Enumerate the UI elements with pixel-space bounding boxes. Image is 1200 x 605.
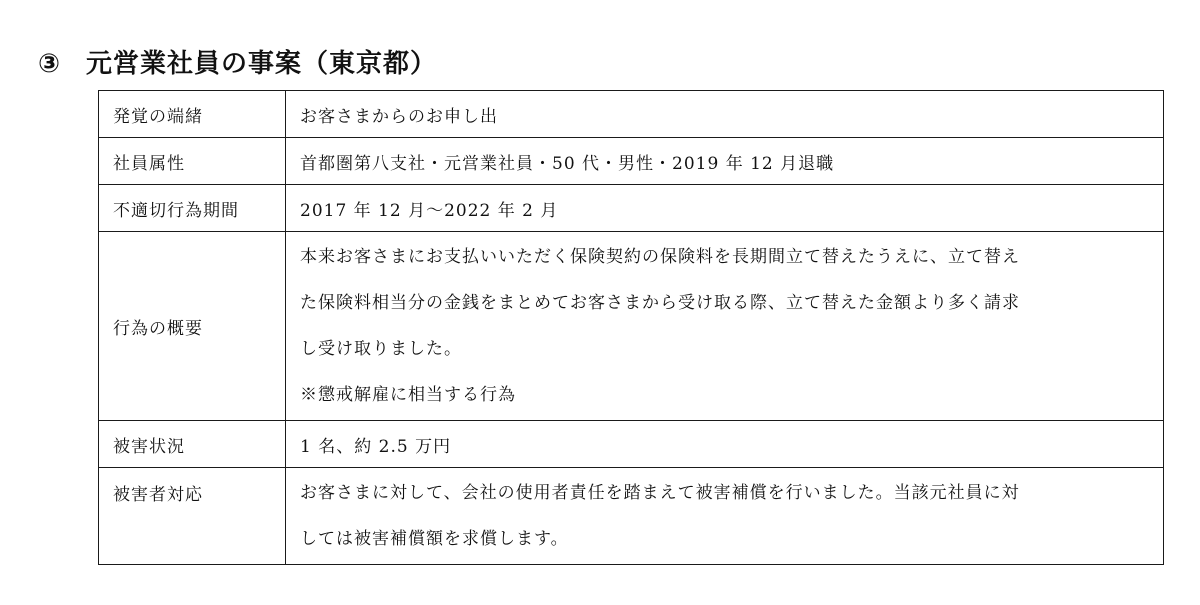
section-number: ③ [38, 49, 62, 79]
row-value-damage: 1 名、約 2.5 万円 [286, 421, 1164, 468]
row-value-victim-response [286, 468, 1164, 565]
row-value-employee-attributes: 首都圏第八支社・元営業社員・50 代・男性・2019 年 12 月退職 [286, 138, 1164, 185]
row-value-period: 2017 年 12 月～2022 年 2 月 [286, 185, 1164, 232]
row-label-discovery: 発覚の端緒 [99, 91, 286, 138]
row-value-discovery: お客さまからのお申し出 [286, 91, 1164, 138]
row-value-summary [286, 232, 1164, 421]
response-line: しては被害補償額を求償します。 [300, 529, 569, 549]
table-row [99, 91, 1164, 138]
section-heading [38, 44, 437, 84]
row-label-damage: 被害状況 [99, 421, 286, 468]
table-row [99, 421, 1164, 468]
section-title: 元営業社員の事案（東京都） [86, 49, 438, 79]
row-label-summary: 行為の概要 [99, 232, 286, 421]
response-line: お客さまに対して、会社の使用者責任を踏まえて被害補償を行いました。当該元社員に対 [300, 483, 1020, 503]
row-label-period: 不適切行為期間 [99, 185, 286, 232]
summary-line: た保険料相当分の金銭をまとめてお客さまから受け取る際、立て替えた金額より多く請求 [300, 293, 1020, 313]
row-label-employee-attributes: 社員属性 [99, 138, 286, 185]
table-row [99, 185, 1164, 232]
summary-line: し受け取りました。 [300, 339, 462, 359]
table-row [99, 468, 1164, 565]
case-table [98, 90, 1164, 565]
table-row [99, 232, 1164, 421]
table-row [99, 138, 1164, 185]
row-label-victim-response: 被害者対応 [99, 468, 286, 565]
summary-line: 本来お客さまにお支払いいただく保険契約の保険料を長期間立て替えたうえに、立て替え [300, 247, 1020, 267]
summary-note: ※懲戒解雇に相当する行為 [300, 385, 516, 405]
